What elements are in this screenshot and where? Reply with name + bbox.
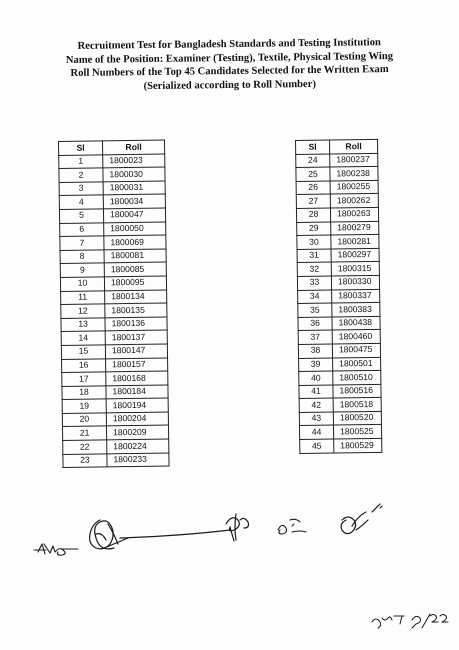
- column-header-roll: Roll: [103, 140, 165, 154]
- roll-table-left: [58, 140, 170, 469]
- table-header-row: [296, 139, 378, 154]
- column-header-sl: Sl: [59, 141, 103, 155]
- table-row: [61, 290, 167, 305]
- serial-cell: 44: [299, 425, 333, 439]
- table-row: [296, 153, 378, 168]
- table-row: [62, 425, 168, 440]
- roll-number-cell: 1800069: [104, 235, 166, 249]
- serial-cell: 19: [62, 399, 106, 413]
- serial-cell: 21: [62, 426, 106, 440]
- roll-number-cell: 1800168: [106, 371, 168, 385]
- serial-cell: 7: [60, 236, 104, 250]
- serial-cell: 23: [63, 454, 107, 468]
- roll-number-cell: 1800134: [105, 290, 167, 304]
- serial-cell: 28: [296, 208, 330, 222]
- signature-3: [226, 514, 249, 541]
- roll-number-cell: 1800337: [332, 289, 380, 303]
- roll-number-cell: 1800137: [105, 330, 167, 344]
- table-row: [299, 357, 381, 372]
- table-row: [297, 262, 379, 277]
- roll-number-cell: 1800516: [333, 384, 381, 398]
- roll-number-cell: 1800184: [106, 385, 168, 399]
- table-row: [297, 275, 379, 290]
- signature-5: [341, 504, 382, 534]
- serial-cell: 41: [299, 385, 333, 399]
- table-row: [300, 438, 382, 453]
- signature-1: [34, 544, 78, 555]
- column-header-roll: Roll: [330, 139, 378, 153]
- table-row: [297, 234, 379, 249]
- table-row: [299, 370, 381, 385]
- serial-cell: 10: [60, 277, 104, 291]
- signature-4: [278, 519, 306, 534]
- roll-number-cell: 1800147: [105, 344, 167, 358]
- table-row: [60, 276, 166, 291]
- serial-cell: 15: [61, 345, 105, 359]
- table-row: [298, 289, 380, 304]
- roll-number-cell: 1800136: [105, 317, 167, 331]
- table-row: [59, 154, 165, 169]
- serial-cell: 26: [296, 181, 330, 195]
- roll-number-cell: 1800157: [106, 357, 168, 371]
- table-row: [298, 302, 380, 317]
- serial-cell: 13: [61, 318, 105, 332]
- roll-number-cell: 1800047: [103, 208, 165, 222]
- serial-cell: 40: [299, 371, 333, 385]
- roll-number-cell: 1800263: [330, 207, 378, 221]
- serial-cell: 37: [298, 330, 332, 344]
- roll-number-cell: 1800224: [107, 439, 169, 453]
- serial-cell: 36: [298, 317, 332, 331]
- serial-cell: 5: [59, 209, 103, 223]
- roll-number-cell: 1800529: [334, 438, 382, 452]
- serial-cell: 20: [62, 413, 106, 427]
- roll-number-cell: 1800525: [333, 425, 381, 439]
- table-row: [296, 167, 378, 182]
- roll-number-cell: 1800034: [103, 194, 165, 208]
- roll-number-cell: 1800315: [331, 262, 379, 276]
- table-row: [61, 303, 167, 318]
- serial-cell: 33: [297, 276, 331, 290]
- table-row: [296, 180, 378, 195]
- serial-cell: 22: [63, 440, 107, 454]
- roll-number-cell: 1800081: [104, 249, 166, 263]
- serial-cell: 18: [62, 386, 106, 400]
- header-line-1: Recruitment Test for Bangladesh Standards and Testing Institution: [77, 37, 381, 52]
- table-header-row: [59, 140, 165, 155]
- document-header: [16, 35, 444, 95]
- serial-cell: 38: [298, 344, 332, 358]
- roll-number-cell: 1800095: [104, 276, 166, 290]
- roll-number-cell: 1800279: [331, 221, 379, 235]
- table-row: [299, 411, 381, 426]
- serial-cell: 42: [299, 398, 333, 412]
- serial-cell: 31: [297, 249, 331, 263]
- table-row: [298, 316, 380, 331]
- header-line-3: Roll Numbers of the Top 45 Candidates Selected for the Written Exam: [70, 64, 389, 80]
- table-row: [299, 425, 381, 440]
- roll-number-cell: 1800233: [107, 453, 169, 467]
- table-row: [299, 384, 381, 399]
- serial-cell: 24: [296, 154, 330, 168]
- roll-number-cell: 1800383: [332, 302, 380, 316]
- roll-number-cell: 1800209: [106, 425, 168, 439]
- table-row: [297, 221, 379, 236]
- serial-cell: 34: [298, 290, 332, 304]
- table-row: [298, 330, 380, 345]
- roll-number-cell: 1800194: [106, 398, 168, 412]
- serial-cell: 29: [297, 222, 331, 236]
- serial-cell: 2: [59, 168, 103, 182]
- serial-cell: 35: [298, 303, 332, 317]
- serial-cell: 32: [297, 262, 331, 276]
- roll-number-cell: 1800135: [105, 303, 167, 317]
- serial-cell: 30: [297, 235, 331, 249]
- roll-number-cell: 1800255: [330, 180, 378, 194]
- column-header-sl: Sl: [296, 140, 330, 154]
- roll-number-cell: 1800510: [333, 370, 381, 384]
- roll-number-cell: 1800023: [103, 154, 165, 168]
- header-line-2: Name of the Position: Examiner (Testing), Textile, Physical Testing Wing: [65, 50, 394, 66]
- table-row: [63, 439, 169, 454]
- handwritten-date: [372, 614, 448, 628]
- table-row: [296, 207, 378, 222]
- serial-cell: 12: [61, 304, 105, 318]
- table-row: [296, 194, 378, 209]
- roll-number-cell: 1800031: [103, 181, 165, 195]
- table-row: [299, 398, 381, 413]
- serial-cell: 14: [61, 331, 105, 345]
- table-row: [297, 248, 379, 263]
- header-line-4: (Serialized according to Roll Number): [143, 78, 317, 92]
- roll-number-cell: 1800520: [333, 411, 381, 425]
- serial-cell: 17: [62, 372, 106, 386]
- serial-cell: 6: [60, 222, 104, 236]
- roll-number-cell: 1800085: [104, 262, 166, 276]
- serial-cell: 45: [300, 439, 334, 453]
- serial-cell: 8: [60, 250, 104, 264]
- roll-number-cell: 1800501: [333, 357, 381, 371]
- serial-cell: 1: [59, 154, 103, 168]
- roll-number-cell: 1800475: [332, 343, 380, 357]
- serial-cell: 11: [61, 290, 105, 304]
- serial-cell: 43: [299, 412, 333, 426]
- serial-cell: 4: [59, 195, 103, 209]
- roll-number-cell: 1800330: [331, 275, 379, 289]
- roll-number-cell: 1800030: [103, 167, 165, 181]
- roll-number-cell: 1800238: [330, 167, 378, 181]
- roll-number-cell: 1800438: [332, 316, 380, 330]
- roll-number-cell: 1800204: [106, 412, 168, 426]
- serial-cell: 9: [60, 263, 104, 277]
- serial-cell: 3: [59, 182, 103, 196]
- table-row: [298, 343, 380, 358]
- roll-number-cell: 1800460: [332, 330, 380, 344]
- roll-number-cell: 1800262: [330, 194, 378, 208]
- signatures-area: [0, 490, 459, 650]
- roll-number-cell: 1800281: [331, 234, 379, 248]
- roll-number-cell: 1800297: [331, 248, 379, 262]
- serial-cell: 25: [296, 167, 330, 181]
- serial-cell: 16: [62, 358, 106, 372]
- serial-cell: 39: [299, 357, 333, 371]
- signature-2: [90, 520, 230, 549]
- roll-number-cell: 1800050: [104, 222, 166, 236]
- roll-number-cell: 1800518: [333, 398, 381, 412]
- roll-table-right: [295, 139, 382, 454]
- table-row: [63, 453, 169, 468]
- roll-number-cell: 1800237: [330, 153, 378, 167]
- serial-cell: 27: [296, 194, 330, 208]
